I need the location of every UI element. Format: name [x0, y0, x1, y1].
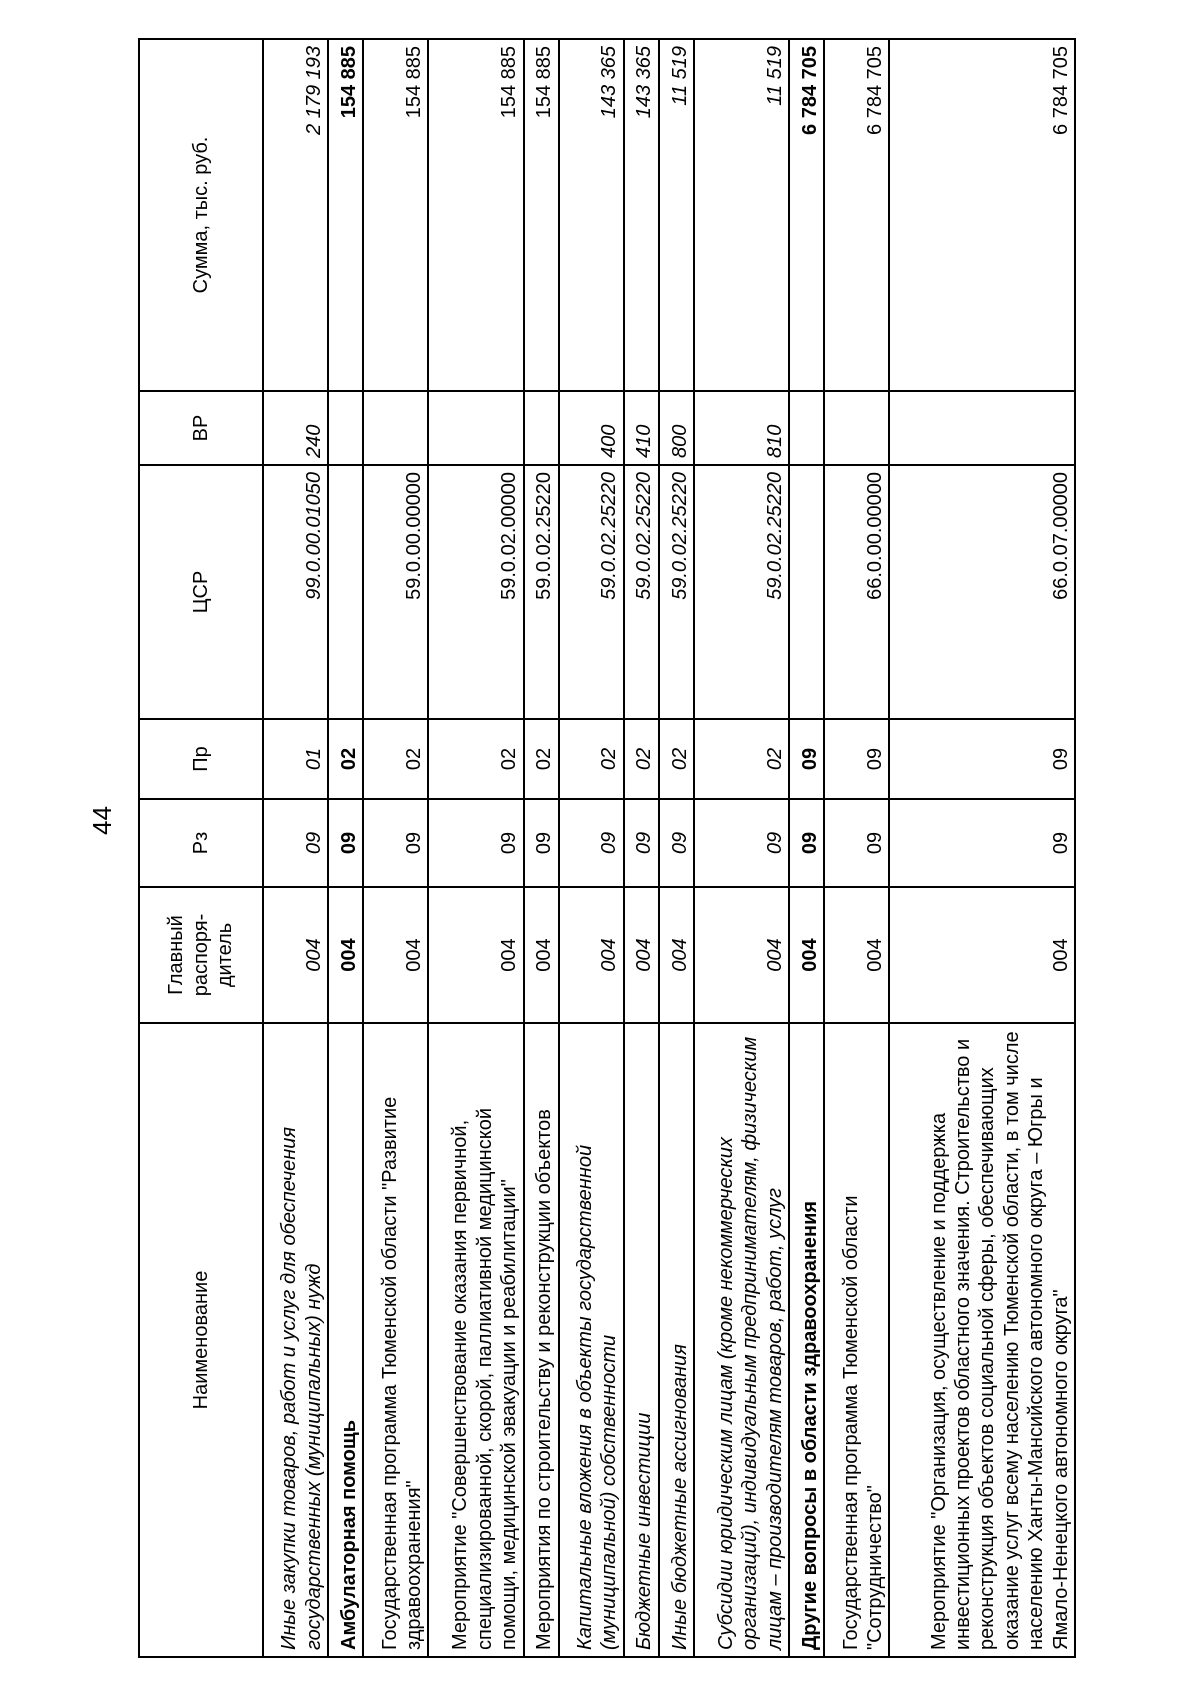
cell-vr: 400	[559, 391, 624, 465]
cell-sum: 6 784 705	[824, 39, 889, 391]
table-row	[889, 39, 1075, 1657]
cell-rz: 09	[428, 799, 523, 887]
cell-vr	[524, 391, 559, 465]
cell-sum: 154 885	[524, 39, 559, 391]
cell-sum: 11 519	[694, 39, 789, 391]
header-sum: Сумма, тыс. руб.	[139, 39, 263, 391]
cell-manager: 004	[263, 887, 328, 1023]
cell-vr	[889, 391, 1075, 465]
table-row	[559, 39, 624, 1657]
table-row	[694, 39, 789, 1657]
table-header-row	[139, 39, 263, 1657]
cell-name: Мероприятие "Совершенствование оказания первичной, специализированной, скорой, паллиативной медицинской помощи, медицинской эвакуации и реабилитации"	[428, 1023, 523, 1657]
cell-vr	[824, 391, 889, 465]
cell-rz: 09	[824, 799, 889, 887]
cell-pr: 02	[694, 719, 789, 799]
cell-vr: 800	[659, 391, 694, 465]
cell-sum: 143 365	[624, 39, 659, 391]
cell-pr: 02	[524, 719, 559, 799]
table-row	[328, 39, 363, 1657]
cell-rz: 09	[328, 799, 363, 887]
table-row	[824, 39, 889, 1657]
cell-manager: 004	[789, 887, 824, 1023]
cell-name: Мероприятия по строительству и реконструкции объектов	[524, 1023, 559, 1657]
header-vr: ВР	[139, 391, 263, 465]
cell-pr: 02	[659, 719, 694, 799]
cell-manager: 004	[428, 887, 523, 1023]
cell-name: Иные бюджетные ассигнования	[659, 1023, 694, 1657]
cell-name: Капитальные вложения в объекты государственной (муниципальной) собственности	[559, 1023, 624, 1657]
cell-pr: 09	[789, 719, 824, 799]
cell-manager: 004	[524, 887, 559, 1023]
cell-vr	[428, 391, 523, 465]
cell-vr	[363, 391, 428, 465]
cell-rz: 09	[524, 799, 559, 887]
table-row	[428, 39, 523, 1657]
cell-sum: 143 365	[559, 39, 624, 391]
cell-name: Субсидии юридическим лицам (кроме некоммерческих организаций), индивидуальным предпринимателям, физическим лицам – производителям товаров, работ, услуг	[694, 1023, 789, 1657]
cell-sum: 2 179 193	[263, 39, 328, 391]
cell-rz: 09	[659, 799, 694, 887]
cell-sum: 154 885	[363, 39, 428, 391]
cell-sum: 6 784 705	[889, 39, 1075, 391]
cell-manager: 004	[824, 887, 889, 1023]
cell-rz: 09	[363, 799, 428, 887]
cell-pr: 02	[624, 719, 659, 799]
table-row	[789, 39, 824, 1657]
header-manager: Главный распоря-дитель	[139, 887, 263, 1023]
cell-pr: 09	[824, 719, 889, 799]
cell-csr: 99.0.00.01050	[263, 465, 328, 719]
page-number: 44	[87, 806, 117, 835]
cell-pr: 02	[328, 719, 363, 799]
cell-name: Государственная программа Тюменской области "Сотрудничество"	[824, 1023, 889, 1657]
table-row	[659, 39, 694, 1657]
table-body	[263, 39, 1075, 1657]
cell-name: Государственная программа Тюменской области "Развитие здравоохранения"	[363, 1023, 428, 1657]
cell-pr: 02	[363, 719, 428, 799]
cell-csr: 66.0.07.00000	[889, 465, 1075, 719]
cell-manager: 004	[363, 887, 428, 1023]
budget-table	[138, 38, 1076, 1658]
cell-name: Амбулаторная помощь	[328, 1023, 363, 1657]
cell-vr	[789, 391, 824, 465]
header-rz: Рз	[139, 799, 263, 887]
cell-rz: 09	[789, 799, 824, 887]
cell-vr	[328, 391, 363, 465]
cell-name: Бюджетные инвестиции	[624, 1023, 659, 1657]
cell-csr: 66.0.00.00000	[824, 465, 889, 719]
table-row	[263, 39, 328, 1657]
cell-manager: 004	[559, 887, 624, 1023]
table-row	[624, 39, 659, 1657]
cell-manager: 004	[328, 887, 363, 1023]
cell-manager: 004	[659, 887, 694, 1023]
cell-csr: 59.0.02.25220	[694, 465, 789, 719]
cell-name: Мероприятие "Организация, осуществление и поддержка инвестиционных проектов областного значения. Строительство и реконструкция объектов социальной сферы, обеспечивающих оказание услуг всему населению Тюменской области, в том числе населению Ханты-Мансийского автономного округа – Югры и Ямало-Ненецкого автономного округа"	[889, 1023, 1075, 1657]
cell-csr: 59.0.02.25220	[624, 465, 659, 719]
cell-sum: 154 885	[428, 39, 523, 391]
cell-pr: 02	[428, 719, 523, 799]
cell-csr: 59.0.02.00000	[428, 465, 523, 719]
cell-name: Другие вопросы в области здравоохранения	[789, 1023, 824, 1657]
table-row	[363, 39, 428, 1657]
rotated-table-container	[138, 46, 1076, 1658]
cell-csr	[789, 465, 824, 719]
cell-rz: 09	[559, 799, 624, 887]
cell-manager: 004	[694, 887, 789, 1023]
cell-rz: 09	[694, 799, 789, 887]
cell-pr: 01	[263, 719, 328, 799]
cell-vr: 240	[263, 391, 328, 465]
cell-sum: 6 784 705	[789, 39, 824, 391]
cell-rz: 09	[263, 799, 328, 887]
header-csr: ЦСР	[139, 465, 263, 719]
cell-manager: 004	[889, 887, 1075, 1023]
header-pr: Пр	[139, 719, 263, 799]
cell-rz: 09	[889, 799, 1075, 887]
cell-csr: 59.0.02.25220	[559, 465, 624, 719]
cell-csr: 59.0.02.25220	[524, 465, 559, 719]
cell-name: Иные закупки товаров, работ и услуг для обеспечения государственных (муниципальных) нужд	[263, 1023, 328, 1657]
header-name: Наименование	[139, 1023, 263, 1657]
cell-rz: 09	[624, 799, 659, 887]
cell-csr: 59.0.02.25220	[659, 465, 694, 719]
cell-sum: 11 519	[659, 39, 694, 391]
cell-csr: 59.0.00.00000	[363, 465, 428, 719]
cell-pr: 02	[559, 719, 624, 799]
cell-manager: 004	[624, 887, 659, 1023]
cell-csr	[328, 465, 363, 719]
table-row	[524, 39, 559, 1657]
cell-pr: 09	[889, 719, 1075, 799]
cell-sum: 154 885	[328, 39, 363, 391]
cell-vr: 810	[694, 391, 789, 465]
cell-vr: 410	[624, 391, 659, 465]
